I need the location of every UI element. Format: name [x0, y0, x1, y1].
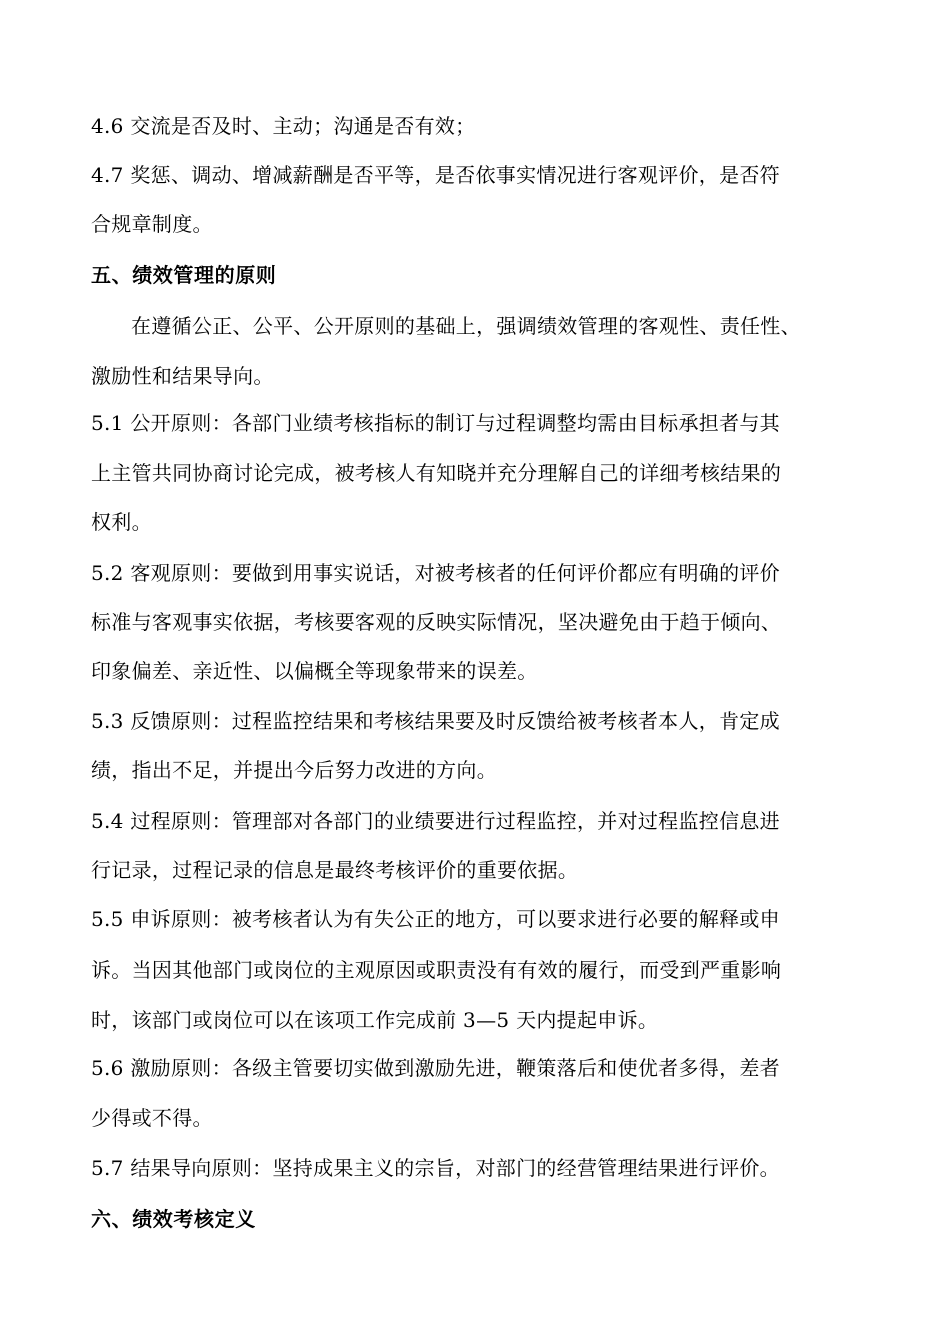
item-5-1-line-3: 权利。 [91, 510, 152, 534]
item-5-4-line-1: 5.4 过程原则：管理部对各部门的业绩要进行过程监控，并对过程监控信息进 [91, 809, 780, 833]
item-5-2-line-3: 印象偏差、亲近性、以偏概全等现象带来的误差。 [91, 659, 538, 683]
item-5-3-line-1: 5.3 反馈原则：过程监控结果和考核结果要及时反馈给被考核者本人，肯定成 [91, 709, 780, 733]
item-5-5-line-3: 时，该部门或岗位可以在该项工作完成前 3—5 天内提起申诉。 [91, 1008, 659, 1032]
item-5-7: 5.7 结果导向原则：坚持成果主义的宗旨，对部门的经营管理结果进行评价。 [91, 1156, 780, 1180]
section-heading-6: 六、绩效考核定义 [91, 1207, 256, 1231]
item-5-1-line-2: 上主管共同协商讨论完成，被考核人有知晓并充分理解自己的详细考核结果的 [91, 461, 782, 485]
item-4-7-line-1: 4.7 奖惩、调动、增减薪酬是否平等，是否依事实情况进行客观评价，是否符 [91, 163, 780, 187]
item-5-5-line-2: 诉。当因其他部门或岗位的主观原因或职责没有有效的履行，而受到严重影响 [91, 958, 782, 982]
intro-paragraph-line-2: 激励性和结果导向。 [91, 364, 274, 388]
item-5-4-line-2: 行记录，过程记录的信息是最终考核评价的重要依据。 [91, 858, 579, 882]
item-5-6-line-2: 少得或不得。 [91, 1106, 213, 1130]
intro-paragraph-line-1: 在遵循公正、公平、公开原则的基础上，强调绩效管理的客观性、责任性、 [131, 314, 801, 338]
item-5-2-line-2: 标准与客观事实依据，考核要客观的反映实际情况，坚决避免由于趋于倾向、 [91, 610, 782, 634]
item-5-6-line-1: 5.6 激励原则：各级主管要切实做到激励先进，鞭策落后和使优者多得，差者 [91, 1056, 780, 1080]
item-5-2-line-1: 5.2 客观原则：要做到用事实说话，对被考核者的任何评价都应有明确的评价 [91, 561, 780, 585]
item-5-3-line-2: 绩，指出不足，并提出今后努力改进的方向。 [91, 758, 497, 782]
item-4-7-line-2: 合规章制度。 [91, 212, 213, 236]
item-5-5-line-1: 5.5 申诉原则：被考核者认为有失公正的地方，可以要求进行必要的解释或申 [91, 907, 780, 931]
item-4-6: 4.6 交流是否及时、主动；沟通是否有效； [91, 114, 476, 138]
item-5-1-line-1: 5.1 公开原则：各部门业绩考核指标的制订与过程调整均需由目标承担者与其 [91, 411, 780, 435]
section-heading-5: 五、绩效管理的原则 [91, 263, 277, 287]
